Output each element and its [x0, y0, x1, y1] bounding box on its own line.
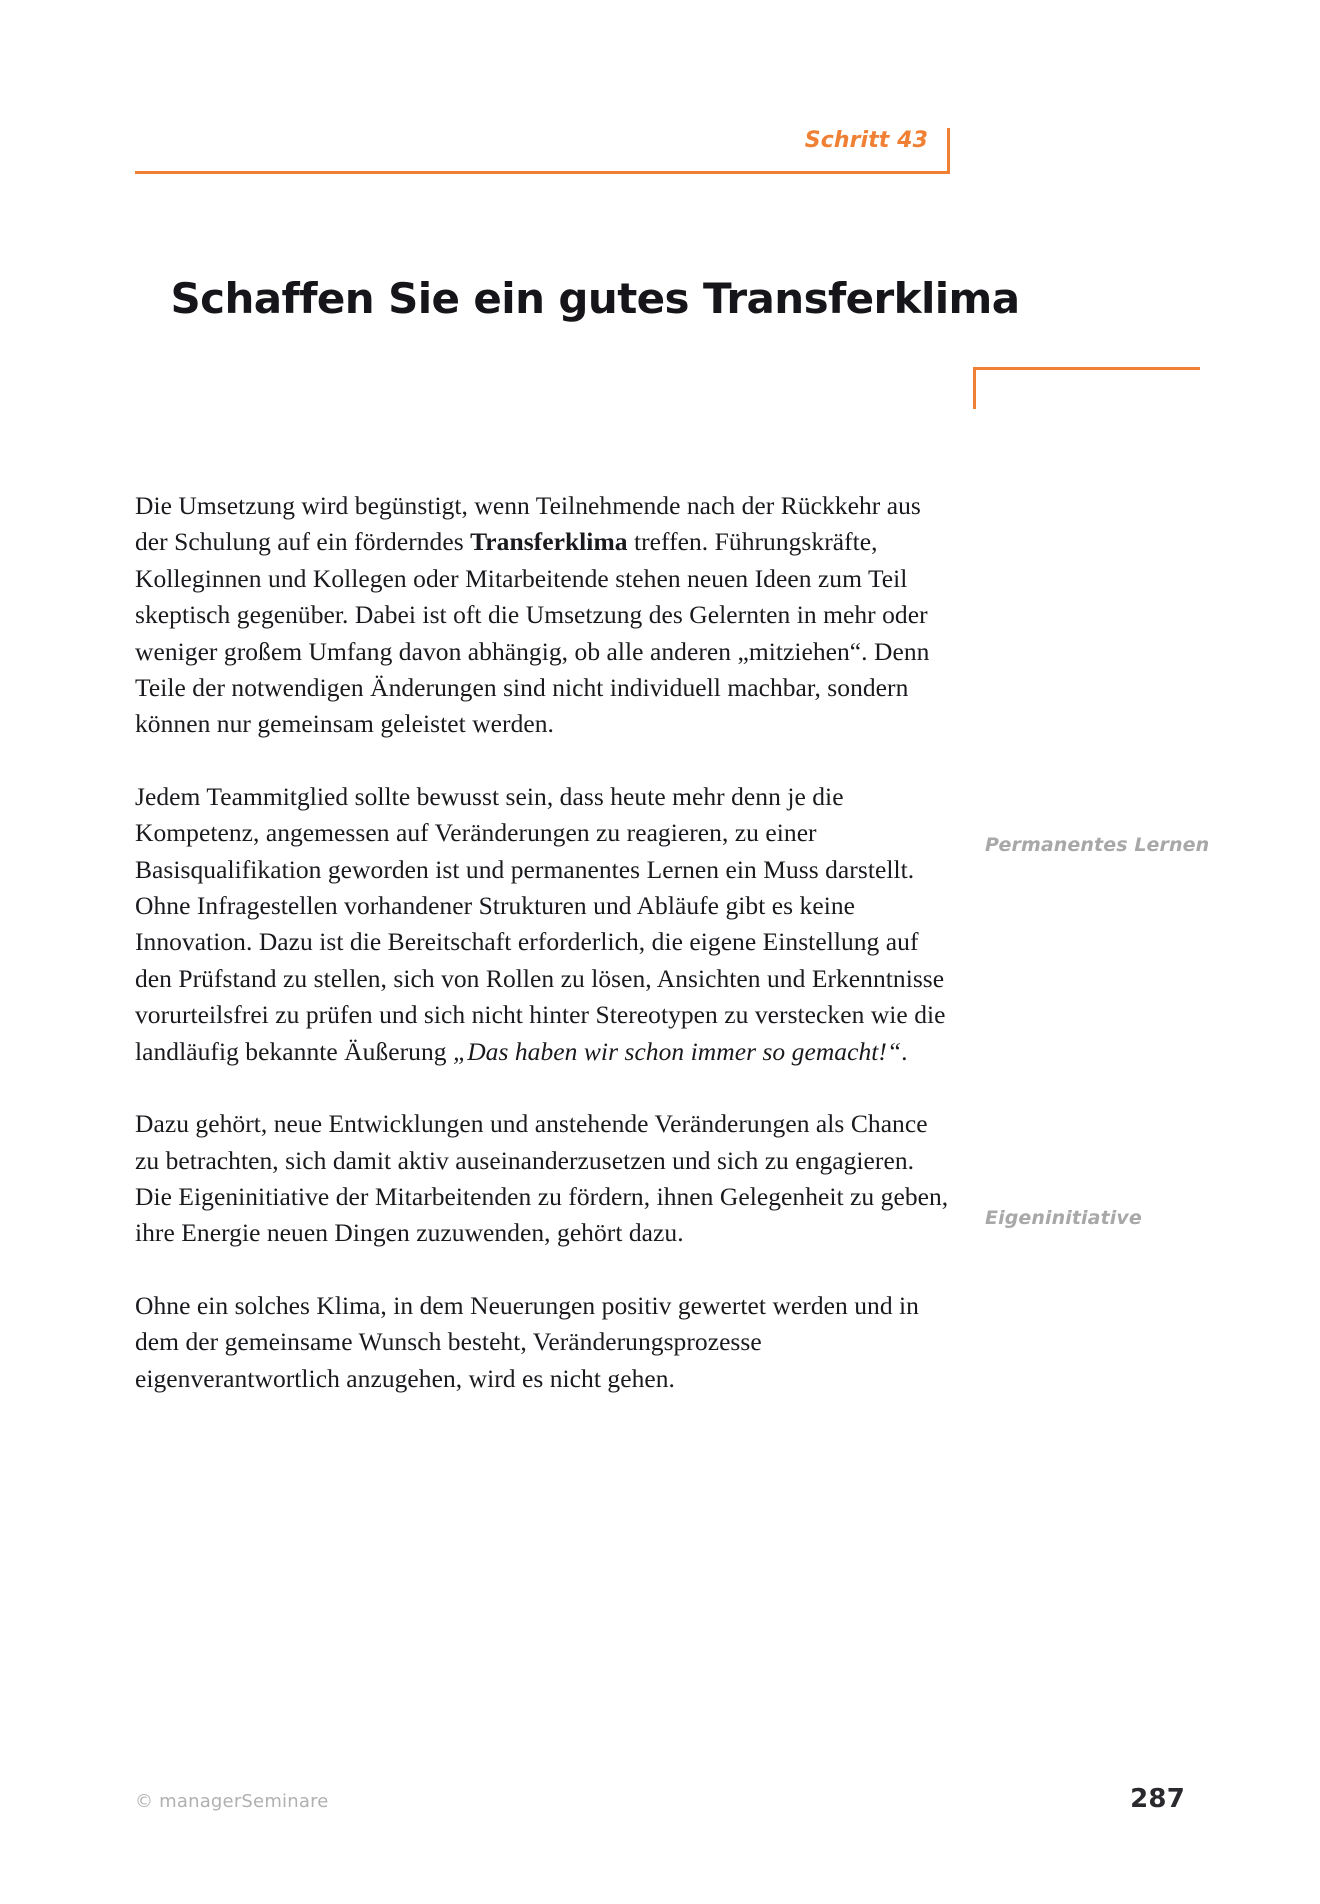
bracket-horizontal-line — [973, 367, 1200, 370]
margin-note-permanentes-lernen: Permanentes Lernen — [985, 834, 1210, 856]
page-title: Schaffen Sie ein gutes Transferklima — [170, 274, 1020, 324]
paragraph-2: Jedem Teammitglied sollte bewusst sein, dass heute mehr denn je die Kompetenz, angemessen auf Veränderungen zu reagieren, zu einer Basisqualifikation geworden ist und permanentes Lernen ein Muss darstellt. Ohne Infragestellen vorhandener Strukturen und Abläufe gibt es keine Innovation. Dazu ist die Bereitschaft erforderlich, die eigene Einstellung auf den Prüfstand zu stellen, sich von Rollen zu lösen, Ansichten und Erkenntnisse vorurteilsfrei zu prüfen und sich nicht hinter Stereotypen zu verstecken wie die landläufig bekannte Äußerung „Das haben wir schon immer so gemacht!“. — [135, 781, 946, 1066]
paragraph-1: Die Umsetzung wird begünstigt, wenn Teilnehmende nach der Rückkehr aus der Schulung auf ein förderndes Transferklima treffen. Führungskräfte, Kolleginnen und Kollegen oder Mitarbeitende stehen neuen Ideen zum Teil skeptisch gegenüber. Dabei ist oft die Umsetzung des Gelernten in mehr oder weniger großem Umfang davon abhängig, ob alle anderen „mitziehen“. Denn Teile der notwendigen Änderungen sind nicht individuell machbar, sondern können nur gemeinsam geleistet werden. — [135, 491, 930, 739]
margin-note-eigeninitiative: Eigeninitiative — [985, 1207, 1142, 1229]
bracket-vertical-line — [973, 367, 976, 409]
footer-copyright: © managerSeminare — [135, 1791, 329, 1812]
paragraph-3: Dazu gehört, neue Entwicklungen und anstehende Veränderungen als Chance zu betrachten, sich damit aktiv auseinanderzusetzen und sich zu engagieren. Die Eigeninitiative der Mitarbeitenden zu fördern, ihnen Gelegenheit zu geben, ihre Energie neuen Dingen zuzuwenden, gehört dazu. — [135, 1109, 949, 1248]
page-footer — [135, 1784, 1185, 1814]
page-number: 287 — [1130, 1784, 1185, 1814]
paragraph-4: Ohne ein solches Klima, in dem Neuerungen positiv gewertet werden und in dem der gemeinsame Wunsch besteht, Veränderungsprozesse eigenverantwortlich anzugehen, wird es nicht gehen. — [135, 1290, 919, 1393]
step-label: Schritt 43 — [804, 128, 928, 153]
orange-corner-bracket — [973, 367, 1200, 409]
body-content — [135, 488, 955, 1397]
page-header — [135, 128, 950, 188]
header-tick-mark — [947, 128, 950, 174]
header-rule — [135, 171, 950, 174]
